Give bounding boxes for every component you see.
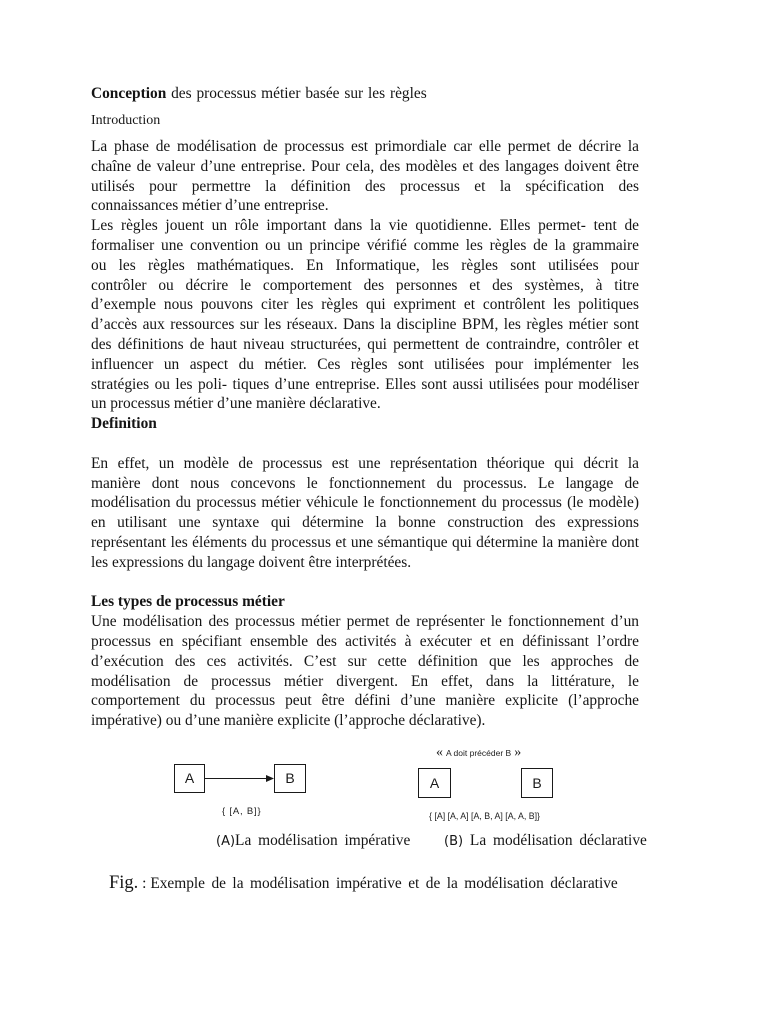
text-line: influencer un aspect du métier. Ces règles sont utilisées pour implémenter les [91,355,639,373]
definition-paragraph [91,454,639,573]
arrow-head [266,775,274,782]
rule-text: A doit précéder B [446,748,512,758]
text-line: modélisation de processus métier divergent. En effet, dans la littérature, le [91,672,639,690]
text-line: impérative) ou d’une manière explicite (l’approche déclarative). [91,712,486,730]
text-line: d’exemple nous pouvons citer les règles qui expriment et contrôlent les politiques [91,296,639,314]
text-line: En effet, un modèle de processus est une représentation théorique qui décrit la [91,454,639,472]
body-text [91,137,639,731]
text-line: modélisation du processus métier véhicule le fonctionnement du processus (le modèle) [91,494,639,512]
subcaption-a-tag: (A) [216,834,236,849]
quote-close: » [514,745,522,760]
declarative-traces: { [A] [A, A] [A, B, A] [A, A, B]} [429,811,540,821]
node-box-a: A [174,764,205,793]
node-box-a: A [418,768,451,798]
page-title [91,84,427,104]
figure-label-separator: : [142,875,147,892]
quote-open: « [436,745,443,760]
title-rest: des processus métier basée sur les règles [171,85,427,102]
figure-caption-text: Exemple de la modélisation impérative et de la modélisation déclarative [150,875,618,892]
text-line: contrôler ou décrire le comportement des personnes et des systèmes, à titre [91,276,639,294]
text-line: connaissances métier d’une entreprise. [91,197,329,215]
text-line: ou les règles mathématiques. En Informatique, les règles sont utilisées pour [91,256,639,274]
subcaption-a-text: La modélisation impérative [235,832,411,849]
declarative-rule [436,744,521,761]
imperative-traces: { [A, B]} [222,806,262,817]
subcaption-b-text: La modélisation déclarative [469,832,647,849]
figure-label: Fig. [109,873,139,893]
text-line: utilisés pour permettre la définition des processus et la spécification des [91,177,639,195]
subcaption-b [444,830,647,853]
section-heading-definition: Definition [91,415,157,433]
node-box-b: B [274,764,306,793]
section-heading-types: Les types de processus métier [91,593,285,611]
text-line: en utilisant une syntaxe qui détermine la bonne construction des expressions [91,514,639,532]
text-line: formaliser une convention ou un principe vérifié comme les règles de la grammaire [91,236,639,254]
flow-arrow [205,772,274,785]
text-line: représentant les éléments du processus et une sémantique qui détermine la manière dont [91,533,639,551]
intro-heading: Introduction [91,113,161,128]
blank-line [91,434,639,454]
title-bold: Conception [91,85,167,102]
subcaption-a [216,830,410,853]
text-line: comportement du processus peut être défini d’une manière explicite (l’approche [91,692,639,710]
text-line: Une modélisation des processus métier permet de représenter le fonctionnement d’un [91,613,639,631]
text-line: les expressions du langage doivent être interprétées. [91,553,412,571]
intro-paragraph-1 [91,137,639,216]
figure-caption [109,872,618,895]
text-line: processus en spécifiant ensemble des activités à exécuter et en définissant l’ordre [91,632,639,650]
text-line: manière dont nous concevons le fonctionnement du processus. Le langage de [91,474,639,492]
node-box-b: B [521,768,553,798]
types-paragraph [91,612,639,731]
text-line: des définitions de haut niveau structurées, qui permettent de contraindre, contrôler et [91,335,639,353]
text-line: un processus métier d’une manière déclarative. [91,395,381,413]
blank-line [91,573,639,593]
text-line: d’exécution des ces activités. C’est sur cette définition que les approches de [91,652,639,670]
intro-paragraph-2 [91,216,639,414]
subcaption-b-tag: (B) [444,834,464,849]
text-line: chaîne de valeur d’une entreprise. Pour cela, des modèles et des langages doivent être [91,157,639,175]
text-line: Les règles jouent un rôle important dans la vie quotidienne. Elles permet- tent de [91,217,639,235]
text-line: d’accès aux ressources sur les réseaux. Dans la discipline BPM, les règles métier sont [91,316,639,334]
text-line: La phase de modélisation de processus est primordiale car elle permet de décrire la [91,138,639,155]
text-line: stratégies ou les poli- tiques d’une entreprise. Elles sont aussi utilisées pour modéliser [91,375,639,393]
